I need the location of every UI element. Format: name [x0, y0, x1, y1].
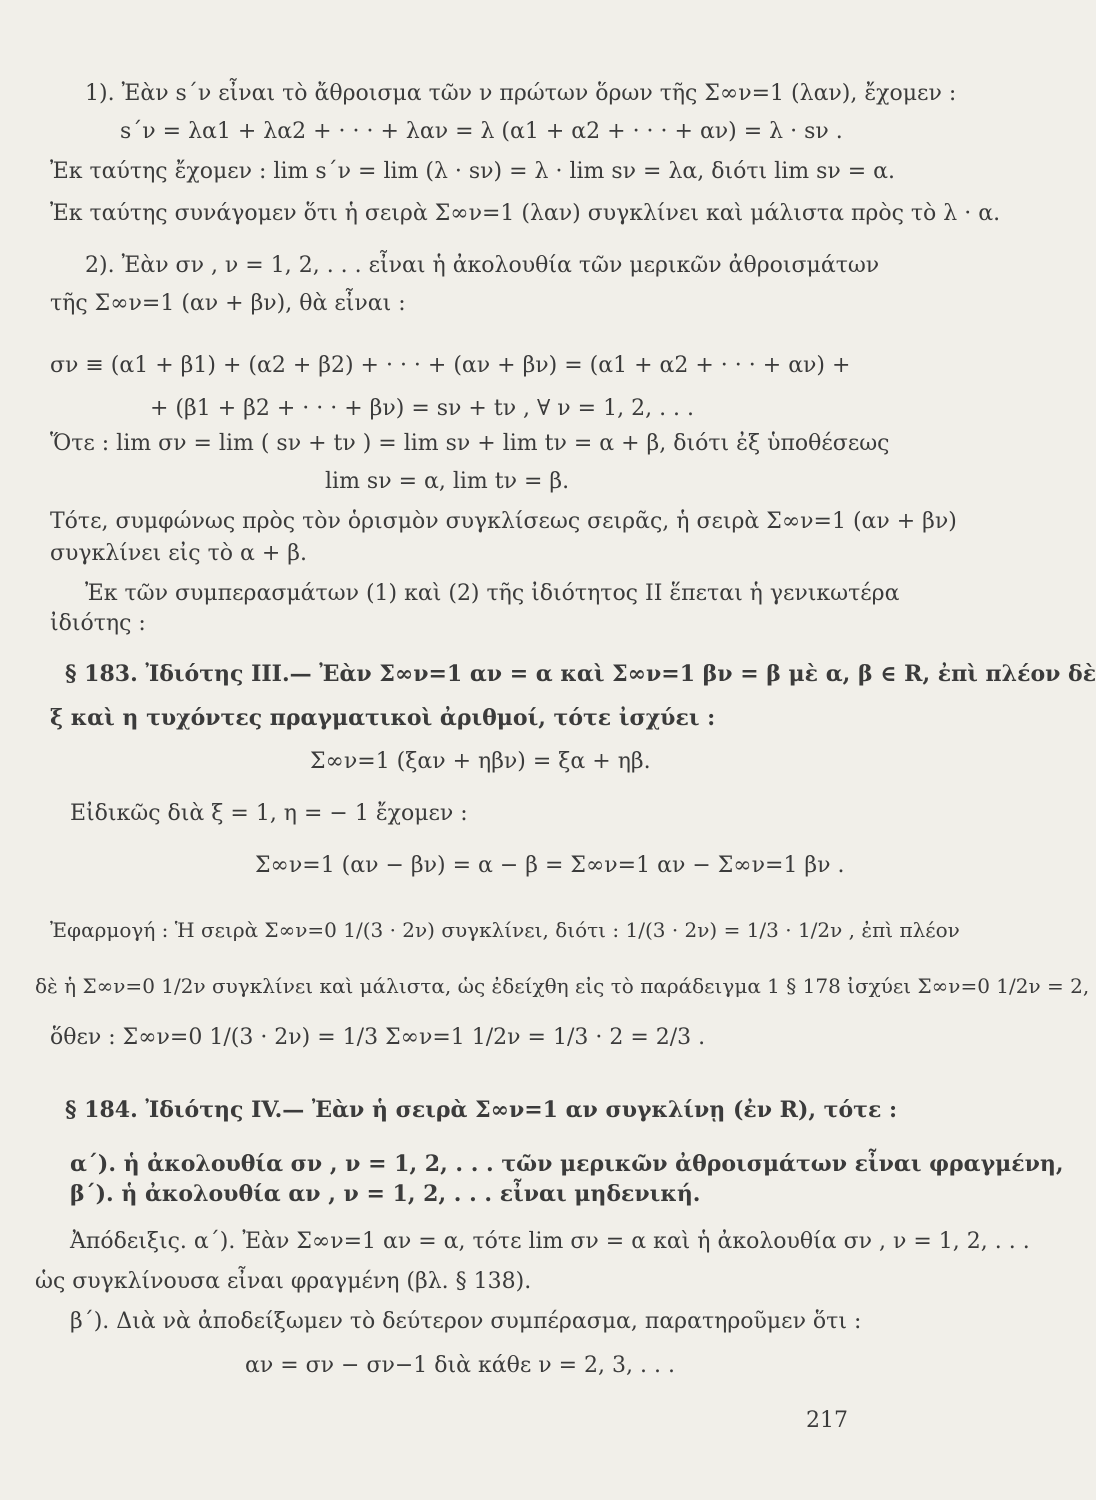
text-line: ξ καὶ η τυχόντες πραγματικοὶ ἀριθμοί, τότε ἰσχύει : — [50, 705, 716, 731]
formula-line: lim sν = α, lim tν = β. — [325, 469, 570, 494]
section-183-heading: § 183. Ἰδιότης III.— Ἐὰν Σ∞ν=1 αν = α καὶ Σ∞ν=1 βν = β μὲ α, β ∈ R, ἐπὶ πλέον δὲ — [65, 661, 1096, 687]
text-line: α΄). ἡ ἀκολουθία σν , ν = 1, 2, . . . τῶν μερικῶν ἀθροισμάτων εἶναι φραγμένη, — [70, 1151, 1064, 1177]
formula-line: σν ≡ (α1 + β1) + (α2 + β2) + · · · + (αν + βν) = (α1 + α2 + · · · + αν) + — [50, 353, 851, 378]
text-line: Ὅτε : lim σν = lim ( sν + tν ) = lim sν + lim tν = α + β, διότι ἐξ ὑποθέσεως — [50, 431, 890, 456]
formula-line: ὅθεν : Σ∞ν=0 1/(3 · 2ν) = 1/3 Σ∞ν=1 1/2ν = 1/3 · 2 = 2/3 . — [50, 1025, 706, 1050]
text-line: Ἐκ ταύτης ἔχομεν : lim s΄ν = lim (λ · sν) = λ · lim sν = λα, διότι lim sν = α. — [50, 159, 896, 184]
text-line: ἰδιότης : — [50, 611, 146, 636]
text-line: συγκλίνει εἰς τὸ α + β. — [50, 541, 307, 566]
formula-line: + (β1 + β2 + · · · + βν) = sν + tν , ∀ ν = 1, 2, . . . — [150, 396, 695, 421]
text-line: β΄). ἡ ἀκολουθία αν , ν = 1, 2, . . . εἶναι μηδενική. — [70, 1181, 701, 1207]
text-line: Ἐκ τῶν συμπερασμάτων (1) καὶ (2) τῆς ἰδιότητος II ἕπεται ἡ γενικωτέρα — [85, 581, 900, 606]
formula-line: Σ∞ν=1 (αν − βν) = α − β = Σ∞ν=1 αν − Σ∞ν=1 βν . — [255, 853, 845, 878]
formula-line: αν = σν − σν−1 διὰ κάθε ν = 2, 3, . . . — [245, 1353, 675, 1378]
formula-line: s΄ν = λα1 + λα2 + · · · + λαν = λ (α1 + α2 + · · · + αν) = λ · sν . — [120, 119, 843, 144]
page-number: 217 — [806, 1408, 848, 1433]
text-line: 1). Ἐὰν s΄ν εἶναι τὸ ἄθροισμα τῶν ν πρώτων ὅρων τῆς Σ∞ν=1 (λαν), ἔχομεν : — [85, 81, 957, 106]
text-line: β΄). Διὰ νὰ ἀποδείξωμεν τὸ δεύτερον συμπέρασμα, παρατηροῦμεν ὅτι : — [70, 1309, 862, 1334]
formula-line: Σ∞ν=1 (ξαν + ηβν) = ξα + ηβ. — [310, 749, 651, 774]
text-line: ὡς συγκλίνουσα εἶναι φραγμένη (βλ. § 138). — [35, 1269, 532, 1294]
text-line: Τότε, συμφώνως πρὸς τὸν ὁρισμὸν συγκλίσεως σειρᾶς, ἡ σειρὰ Σ∞ν=1 (αν + βν) — [50, 509, 957, 534]
text-line: τῆς Σ∞ν=1 (αν + βν), θὰ εἶναι : — [50, 291, 406, 316]
proof-line: Ἀπόδειξις. α΄). Ἐὰν Σ∞ν=1 αν = α, τότε lim σν = α καὶ ἡ ἀκολουθία σν , ν = 1, 2, . . . — [70, 1229, 1030, 1254]
text-line: Ἐκ ταύτης συνάγομεν ὅτι ἡ σειρὰ Σ∞ν=1 (λαν) συγκλίνει καὶ μάλιστα πρὸς τὸ λ · α. — [50, 201, 1001, 226]
section-184-heading: § 184. Ἰδιότης IV.— Ἐὰν ἡ σειρὰ Σ∞ν=1 αν συγκλίνῃ (ἐν R), τότε : — [65, 1097, 898, 1123]
application-line: Ἐφαρμογή : Ἡ σειρὰ Σ∞ν=0 1/(3 · 2ν) συγκλίνει, διότι : 1/(3 · 2ν) = 1/3 · 1/2ν , ἐπὶ πλέον — [50, 918, 960, 942]
text-line: δὲ ἡ Σ∞ν=0 1/2ν συγκλίνει καὶ μάλιστα, ὡς ἐδείχθη εἰς τὸ παράδειγμα 1 § 178 ἰσχύει Σ∞ν=0 1/2ν = 2, — [35, 974, 1090, 998]
text-line: Εἰδικῶς διὰ ξ = 1, η = − 1 ἔχομεν : — [70, 801, 468, 826]
text-line: 2). Ἐὰν σν , ν = 1, 2, . . . εἶναι ἡ ἀκολουθία τῶν μερικῶν ἀθροισμάτων — [85, 253, 880, 278]
